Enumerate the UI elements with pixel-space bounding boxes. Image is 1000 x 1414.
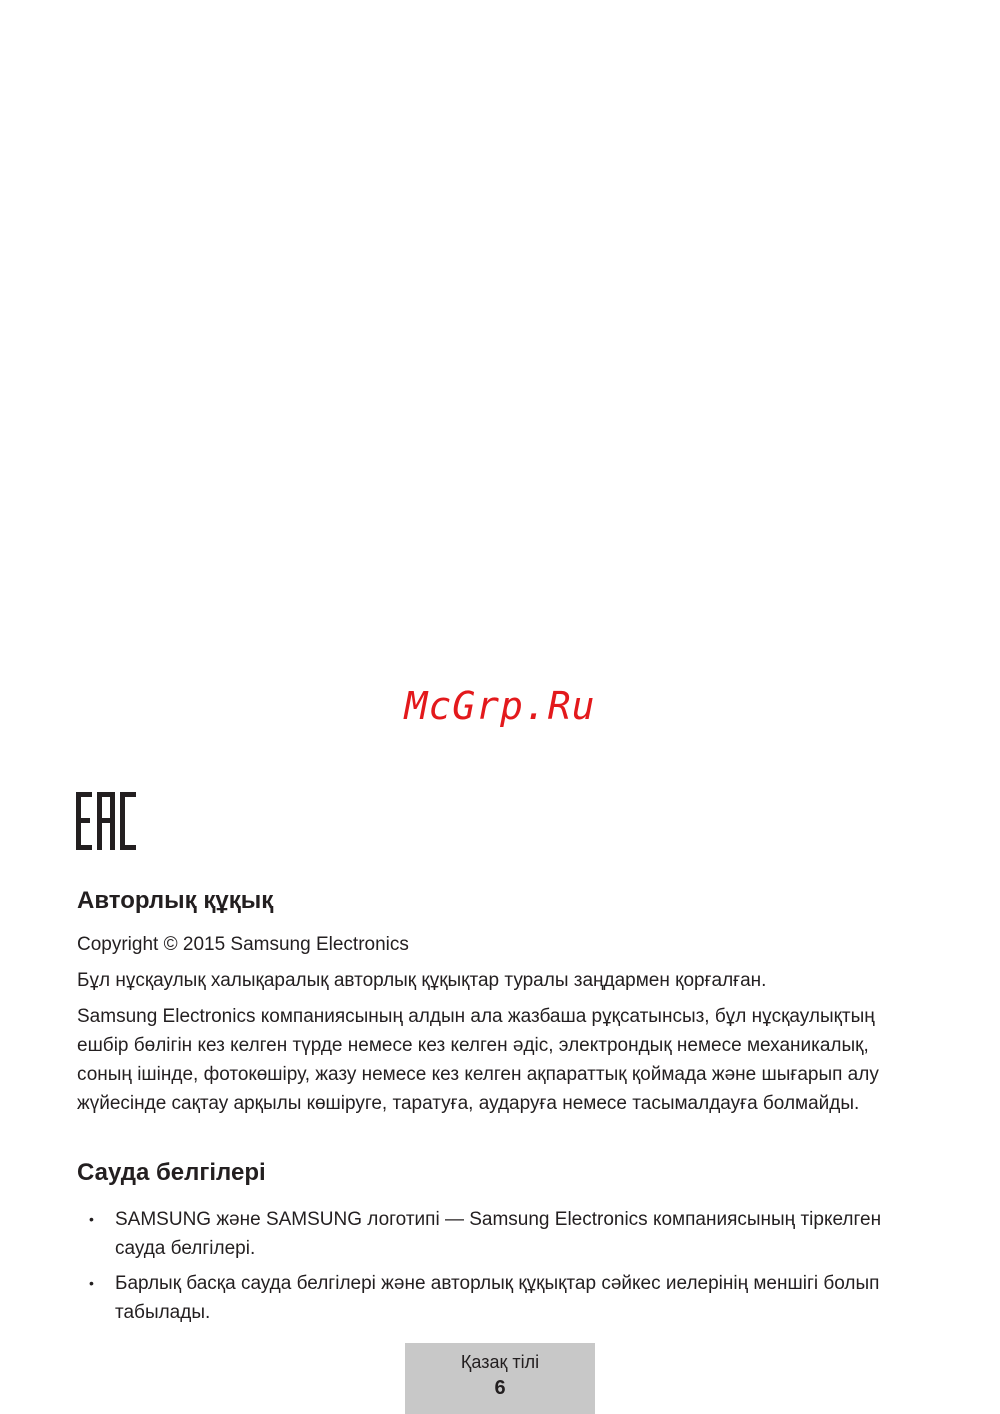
bullet-icon: •	[89, 1211, 94, 1227]
trademarks-list	[77, 1205, 917, 1333]
trademark-text: SAMSUNG және SAMSUNG логотипі — Samsung Electronics компаниясының тіркелген сауда белгілері.	[115, 1209, 882, 1259]
footer-language: Қазақ тілі	[460, 1352, 540, 1372]
trademark-text: Барлық басқа сауда белгілері және авторлық құқықтар сәйкес иелерінің меншігі болып табылады.	[115, 1273, 880, 1323]
bullet-icon: •	[89, 1275, 94, 1291]
trademarks-heading: Сауда белгілері	[77, 1159, 266, 1186]
copyright-line: Copyright © 2015 Samsung Electronics	[77, 934, 409, 955]
page-footer	[405, 1343, 595, 1414]
copyright-restriction-paragraph: Samsung Electronics компаниясының алдын ала жазбаша рұқсатынсыз, бұл нұсқаулықтың ешбір бөлігін кез келген түрде немесе кез келген әдіс, электрондық немесе механикалық, соның ішінде, фотокөшіру, жазу немесе кез келген ақпараттық қоймада және шығарып алу жүйесінде сақтау арқылы көшіруге, таратуға, аударуға немесе тасымалдауға болмайды.	[77, 1006, 879, 1114]
eac-logo	[76, 792, 136, 850]
page-number: 6	[494, 1377, 506, 1399]
watermark: McGrp.Ru	[404, 684, 596, 728]
list-item	[77, 1269, 917, 1327]
copyright-heading: Авторлық құқық	[77, 887, 274, 914]
copyright-law-statement: Бұл нұсқаулық халықаралық авторлық құқықтар туралы заңдармен қорғалған.	[77, 970, 767, 991]
list-item	[77, 1205, 917, 1263]
